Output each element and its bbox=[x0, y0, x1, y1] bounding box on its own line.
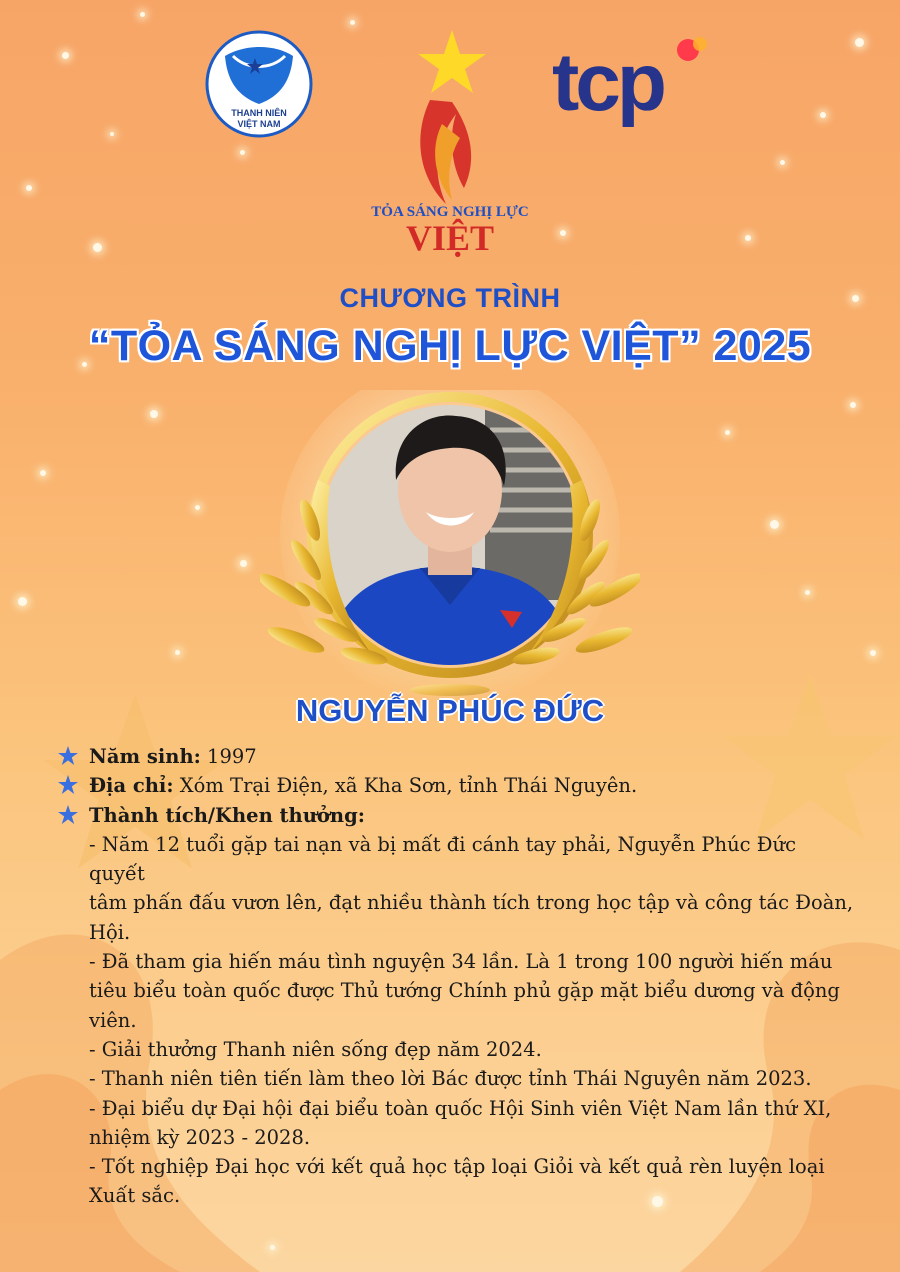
achievement-line: - Năm 12 tuổi gặp tai nạn và bị mất đi cánh tay phải, Nguyễn Phúc Đức quyết bbox=[89, 832, 797, 886]
achievement-line: tiêu biểu toàn quốc được Thủ tướng Chính phủ gặp mặt biểu dương và động bbox=[89, 979, 840, 1003]
sparkle bbox=[240, 560, 247, 567]
achievement-line: viên. bbox=[89, 1008, 137, 1032]
birth-label: Năm sinh: bbox=[89, 745, 201, 768]
program-label: CHƯƠNG TRÌNH bbox=[339, 283, 561, 313]
sparkle bbox=[725, 430, 730, 435]
profile-info bbox=[58, 742, 858, 1211]
achievement-line: - Đại biểu dự Đại hội đại biểu toàn quốc Hội Sinh viên Việt Nam lần thứ XI, bbox=[89, 1096, 832, 1120]
sparkle bbox=[140, 12, 145, 17]
person-name: NGUYỄN PHÚC ĐỨC bbox=[295, 693, 605, 728]
achievements-row bbox=[58, 801, 858, 830]
birth-row bbox=[58, 742, 858, 771]
sparkle bbox=[350, 20, 355, 25]
sparkle bbox=[40, 470, 46, 476]
youth-union-line2: VIỆT NAM bbox=[237, 119, 281, 129]
sparkle bbox=[850, 402, 856, 408]
sparkle bbox=[150, 410, 158, 418]
star-bullet-icon bbox=[58, 805, 78, 825]
achievement-line: Hội. bbox=[89, 920, 131, 944]
address-value: Xóm Trại Điện, xã Kha Sơn, tỉnh Thái Nguyên. bbox=[179, 774, 638, 798]
sparkle bbox=[780, 160, 785, 165]
gold-star-icon bbox=[418, 30, 486, 93]
sparkle bbox=[175, 650, 180, 655]
achievements-label: Thành tích/Khen thưởng: bbox=[89, 803, 365, 827]
program-logo-line1: TỎA SÁNG NGHỊ LỰC bbox=[371, 204, 529, 220]
youth-union-line1: THANH NIÊN bbox=[231, 108, 287, 118]
star-bullet-icon bbox=[58, 775, 78, 795]
program-logo-line2: VIỆT bbox=[405, 218, 495, 258]
sparkle bbox=[93, 243, 102, 252]
sparkle bbox=[195, 505, 200, 510]
sparkle bbox=[18, 597, 27, 606]
program-title: “TỎA SÁNG NGHỊ LỰC VIỆT” 2025 bbox=[88, 322, 812, 370]
achievement-line: - Tốt nghiệp Đại học với kết quả học tập loại Giỏi và kết quả rèn luyện loại bbox=[89, 1155, 825, 1179]
sparkle bbox=[745, 235, 751, 241]
achievement-line: nhiệm kỳ 2023 - 2028. bbox=[89, 1125, 311, 1149]
birth-value: 1997 bbox=[207, 745, 257, 768]
sparkle bbox=[770, 520, 779, 529]
achievement-line: - Đã tham gia hiến máu tình nguyện 34 lần. Là 1 trong 100 người hiến máu bbox=[89, 950, 833, 974]
achievement-line: - Thanh niên tiên tiến làm theo lời Bác được tỉnh Thái Nguyên năm 2023. bbox=[89, 1067, 812, 1091]
portrait-frame bbox=[260, 390, 640, 710]
tcp-logo bbox=[550, 30, 720, 140]
sparkle bbox=[805, 590, 810, 595]
sparkle bbox=[820, 112, 826, 118]
sparkle bbox=[110, 132, 114, 136]
sparkle bbox=[62, 52, 69, 59]
achievement-line: tâm phấn đấu vươn lên, đạt nhiều thành tích trong học tập và công tác Đoàn, bbox=[89, 891, 854, 915]
sparkle bbox=[870, 650, 876, 656]
tcp-logo-text: tcp bbox=[552, 37, 663, 128]
star-bullet-icon bbox=[58, 746, 78, 766]
sparkle bbox=[560, 230, 566, 236]
sparkle bbox=[270, 1245, 275, 1250]
achievements-list bbox=[89, 830, 858, 1211]
sparkle bbox=[26, 185, 32, 191]
sparkle bbox=[240, 150, 245, 155]
address-row bbox=[58, 771, 858, 800]
sparkle bbox=[855, 38, 864, 47]
address-label: Địa chỉ: bbox=[89, 774, 174, 798]
achievement-line: Xuất sắc. bbox=[89, 1184, 181, 1208]
achievement-line: - Giải thưởng Thanh niên sống đẹp năm 2024. bbox=[89, 1037, 542, 1061]
program-logo bbox=[360, 28, 540, 258]
youth-union-logo bbox=[205, 30, 313, 138]
